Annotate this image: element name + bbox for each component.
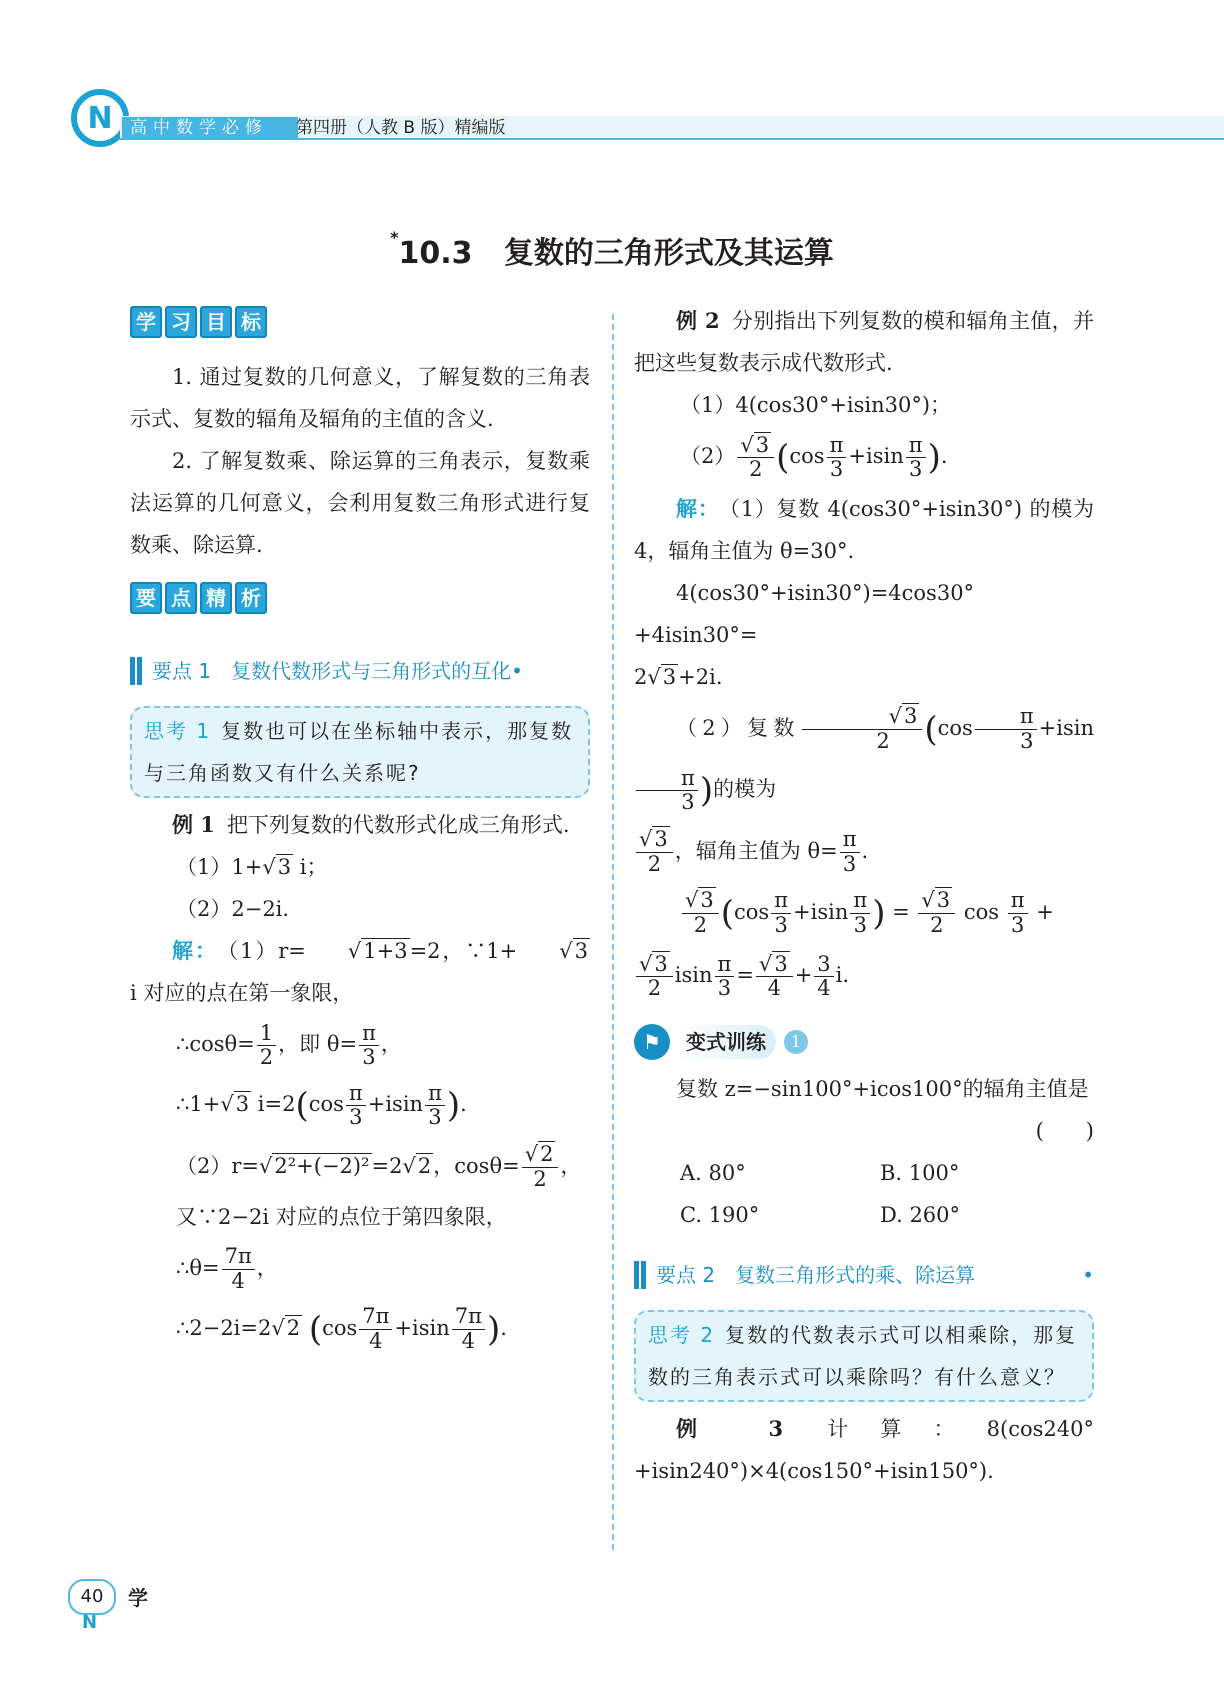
- badge-learning-goals: 学 习 目 标: [130, 306, 267, 338]
- think-box-1: 思考 1 复数也可以在坐标轴中表示，那复数与三角函数又有什么关系呢?: [130, 706, 590, 798]
- answer-options: [634, 1152, 1094, 1236]
- cos-theta-line: ∴cosθ= $\frac{1}{2}$ ，即 θ= $\frac{\pi}{3}$ ，: [176, 1020, 402, 1069]
- option-c: C. 190°: [680, 1203, 760, 1227]
- key-point-2-heading: 要点 2 复数三角形式的乘、除运算 •: [634, 1254, 1094, 1296]
- solution-1-part-1: 解： （1）r= √1+3=2，∵1+ √3 i 对应的点在第一象限，: [130, 939, 588, 1005]
- fourth-quadrant-line: 又∵2−2i 对应的点位于第四象限，: [176, 1204, 507, 1229]
- example-1-q1: （1）1+√3 i；: [176, 855, 328, 879]
- left-column: [130, 300, 590, 1359]
- svg-text:N: N: [87, 101, 113, 136]
- example-2-q1: （1）4(cos30°+isin30°)；: [680, 393, 952, 417]
- key-point-1-heading: 要点 1 复数代数形式与三角形式的互化 •: [130, 650, 590, 692]
- result-1: ∴1+√3 i=2(cos $\frac{\pi}{3}$ +isin $\frac{\pi}{3}$ ).: [176, 1080, 467, 1129]
- option-d: D. 260°: [880, 1203, 961, 1227]
- header-series: 高中数学必修: [122, 117, 298, 139]
- result-2: ∴2−2i=2√2 (cos $\frac{7\pi}{4}$ +isin $\frac{7\pi}{4}$ ).: [176, 1304, 507, 1353]
- example-2: 例 2 分别指出下列复数的模和辐角主值，并把这些复数表示成代数形式.: [634, 308, 1094, 375]
- goal-2: 2. 了解复数乘、除运算的三角表示，复数乘法运算的几何意义，会利用复数三角形式进行复数乘、除运算.: [130, 449, 590, 557]
- modulus-line: $\frac{√3}{2}$ ，辐角主值为 θ= $\frac{\pi}{3}$ .: [634, 821, 1094, 881]
- goal-1: 1. 通过复数的几何意义，了解复数的三角表示式、复数的辐角及辐角的主值的含义.: [130, 365, 590, 431]
- variant-question: 复数 z=−sin100°+icos100°的辐角主值是: [676, 1077, 1089, 1101]
- option-b: B. 100°: [880, 1161, 960, 1185]
- solution-2-calc: 4(cos30°+isin30°)=4cos30°+4isin30°=: [634, 580, 975, 647]
- example-3: 例 3 计算：8(cos240°+isin240°)×4(cos150°+isin150°).: [634, 1416, 1094, 1483]
- expand-line-2: $\frac{√3}{2}$ isin $\frac{\pi}{3}$ = $\frac{√3}{4}$ + $\frac{3}{4}$ i.: [634, 944, 1094, 1006]
- variant-training-heading: ⚑ 变式训练 1: [634, 1024, 1094, 1060]
- column-divider: [612, 314, 614, 1550]
- right-column: [634, 300, 1094, 1492]
- expand-line-1: $\frac{√3}{2}$ (cos $\frac{\pi}{3}$ +isin $\frac{\pi}{3}$ ) = $\frac{√3}{2}$ cos $\frac{\pi}{3}$ +: [634, 881, 1094, 945]
- footer-section-char: 学: [128, 1586, 148, 1610]
- example-2-q2: （2） $\frac{√3}{2}$ (cos $\frac{\pi}{3}$ +isin $\frac{\pi}{3}$ ).: [680, 432, 948, 481]
- example-1: 例 1 把下列复数的代数形式化成三角形式.: [172, 812, 570, 837]
- badge-key-points: 要 点 精 析: [130, 582, 267, 614]
- solution-1-part-2: （2）r=√2²+(−2)²=2√2，cosθ= $\frac{√2}{2}$ ，: [176, 1142, 582, 1191]
- pin-icon: •: [1082, 1263, 1094, 1287]
- solution-2-part-1: 解： （1）复数 4(cos30°+isin30°) 的模为 4，辐角主值为 θ=30°.: [634, 496, 1094, 563]
- example-1-q2: （2）2−2i.: [176, 897, 290, 921]
- solution-2-calc-result: 2√3+2i.: [634, 664, 723, 689]
- footer-logo-icon: N: [82, 1612, 98, 1633]
- solution-2-part-2: （2）复数 $\frac{√3}{2}$ (cos $\frac{\pi}{3}$ +isin $\frac{\pi}{3}$ )的模为: [634, 698, 1094, 821]
- page-number: 40: [68, 1579, 116, 1615]
- answer-paren: ( ): [1035, 1119, 1094, 1143]
- option-a: A. 80°: [680, 1161, 746, 1185]
- pin-icon: •: [511, 659, 523, 683]
- theta-line: ∴θ= $\frac{7\pi}{4}$ ，: [176, 1244, 278, 1293]
- page-title: *10.3 复数的三角形式及其运算: [390, 228, 834, 271]
- header-subtitle: 第四册（人教 B 版）精编版: [296, 118, 506, 138]
- think-box-2: 思考 2 复数的代数表示式可以相乘除，那复数的三角表示式可以乘除吗？有什么意义？: [634, 1310, 1094, 1402]
- flag-icon: ⚑: [634, 1024, 670, 1060]
